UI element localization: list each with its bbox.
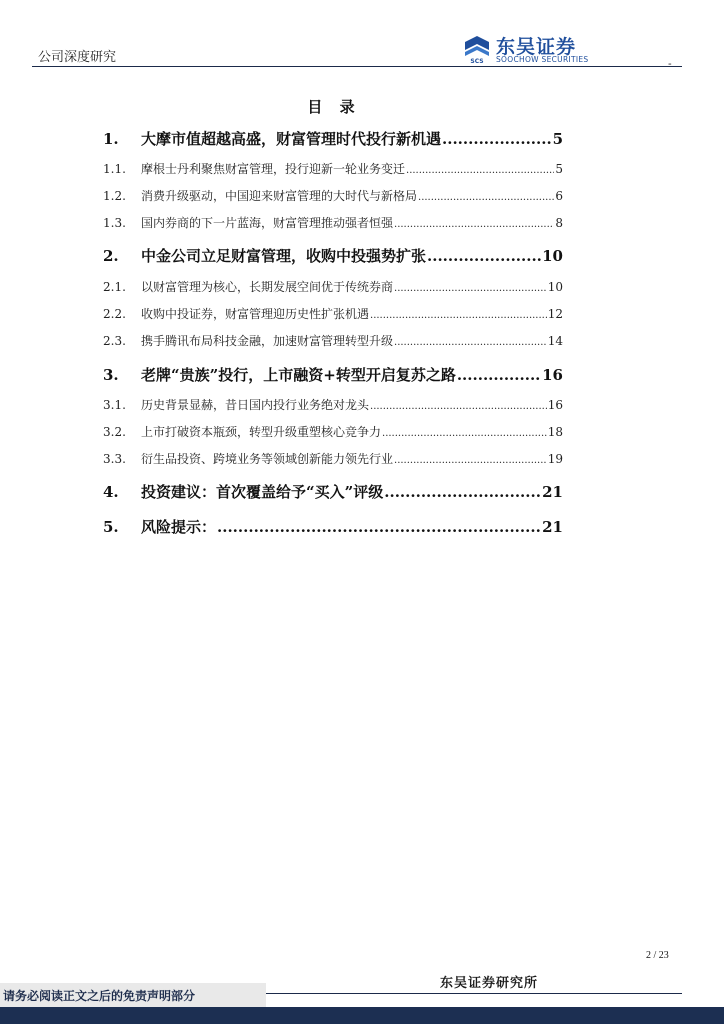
toc-entry-page: 16 [542,366,563,384]
toc-leader-dots [217,518,541,536]
toc-entry-number: 4. [103,483,119,501]
toc-entry-title: 老牌“贵族”投行，上市融资+转型开启复苏之路 [141,366,456,384]
page-number: 2 / 23 [646,950,669,961]
section-label: 公司深度研究 [38,50,117,65]
toc-entry-subsection[interactable] [103,187,563,204]
toc-entry-number: 1.2. [103,189,126,203]
toc-entry-title: 投资建议：首次覆盖给予“买入”评级 [141,483,384,501]
logo-mark-text: SCS [470,58,484,64]
toc-entry-title: 历史背景显赫，昔日国内投行业务绝对龙头 [141,398,370,412]
toc-entry-number: 1. [103,130,119,148]
toc-leader-dots [418,192,554,203]
toc-entry-title: 摩根士丹利聚焦财富管理，投行迎新一轮业务变迁 [141,162,406,176]
toc-entry-page: 5 [555,162,563,176]
logo-mark-icon [462,34,492,64]
toc-entry-number: 3. [103,366,119,384]
toc-leader-dots [394,283,547,294]
disclaimer-text: 请务必阅读正文之后的免责声明部分 [3,988,196,1003]
toc-entry-subsection[interactable] [103,214,563,231]
toc-leader-dots [382,428,547,439]
toc-entry-page: 12 [547,307,563,321]
toc-leader-dots [427,247,541,265]
toc-entry-number: 1.3. [103,216,126,230]
toc-entry-section[interactable] [103,128,563,149]
toc-entry-number: 3.3. [103,452,126,466]
toc-entry-page: 21 [542,483,563,501]
toc-entry-number: 2.3. [103,334,126,348]
footer-org: 东吴证券研究所 [440,976,539,991]
toc-entry-subsection[interactable] [103,450,563,467]
toc-entry-subsection[interactable] [103,423,563,440]
toc-entry-page: 10 [547,280,563,294]
toc-entry-page: 10 [542,247,563,265]
toc-leader-dots [384,483,541,501]
toc-entry-title: 收购中投证券，财富管理迎历史性扩张机遇 [141,307,370,321]
bottom-bar [0,1007,724,1024]
footer-divider [266,993,682,994]
toc-entry-page: 16 [547,398,563,412]
toc-entry-title: 以财富管理为核心，长期发展空间优于传统券商 [141,280,394,294]
toc-entry-subsection[interactable] [103,332,563,349]
toc-entry-title: 衍生品投资、跨境业务等领域创新能力领先行业 [141,452,394,466]
toc-entry-number: 2. [103,247,119,265]
corner-mark: - [668,58,672,70]
toc-entry-page: 14 [547,334,563,348]
toc-leader-dots [370,401,547,412]
toc-entry-title: 中金公司立足财富管理，收购中投强势扩张 [141,247,427,265]
disclaimer-banner [0,983,266,1007]
toc-entry-subsection[interactable] [103,396,563,413]
logo-chinese-name: 东吴证券 [496,36,577,58]
toc-entry-title: 大摩市值超越高盛，财富管理时代投行新机遇 [141,130,442,148]
toc-entry-number: 3.1. [103,398,126,412]
toc-leader-dots [394,219,554,230]
toc-leader-dots [457,366,541,384]
toc-entry-number: 2.1. [103,280,126,294]
toc-entry-number: 5. [103,518,119,536]
toc-entry-subsection[interactable] [103,305,563,322]
toc-entry-page: 21 [542,518,563,536]
toc-entry-title: 上市打破资本瓶颈，转型升级重塑核心竞争力 [141,425,382,439]
toc-entry-number: 1.1. [103,162,126,176]
toc-entry-title: 携手腾讯布局科技金融，加速财富管理转型升级 [141,334,394,348]
toc-entry-subsection[interactable] [103,160,563,177]
header-divider [32,66,682,67]
toc-leader-dots [394,337,547,348]
toc-entry-section[interactable] [103,516,563,537]
brand-logo [462,34,612,66]
toc-title: 目 录 [307,98,361,116]
toc-leader-dots [394,455,547,466]
toc-entry-subsection[interactable] [103,278,563,295]
toc-entry-section[interactable] [103,364,563,385]
toc-entry-title: 国内券商的下一片蓝海，财富管理推动强者恒强 [141,216,394,230]
toc-leader-dots [370,310,547,321]
toc-entry-title: 消费升级驱动，中国迎来财富管理的大时代与新格局 [141,189,418,203]
toc-entry-page: 6 [555,189,563,203]
toc-entry-section[interactable] [103,245,563,266]
toc-entry-page: 5 [552,130,563,148]
logo-english-name: SOOCHOW SECURITIES [496,55,589,64]
toc-leader-dots [442,130,552,148]
toc-entry-page: 18 [547,425,563,439]
toc-leader-dots [406,165,554,176]
toc-entry-number: 3.2. [103,425,126,439]
toc-entry-number: 2.2. [103,307,126,321]
toc-entry-title: 风险提示： [141,518,217,536]
toc-entry-page: 8 [555,216,563,230]
toc-entry-page: 19 [547,452,563,466]
toc-entry-section[interactable] [103,481,563,502]
